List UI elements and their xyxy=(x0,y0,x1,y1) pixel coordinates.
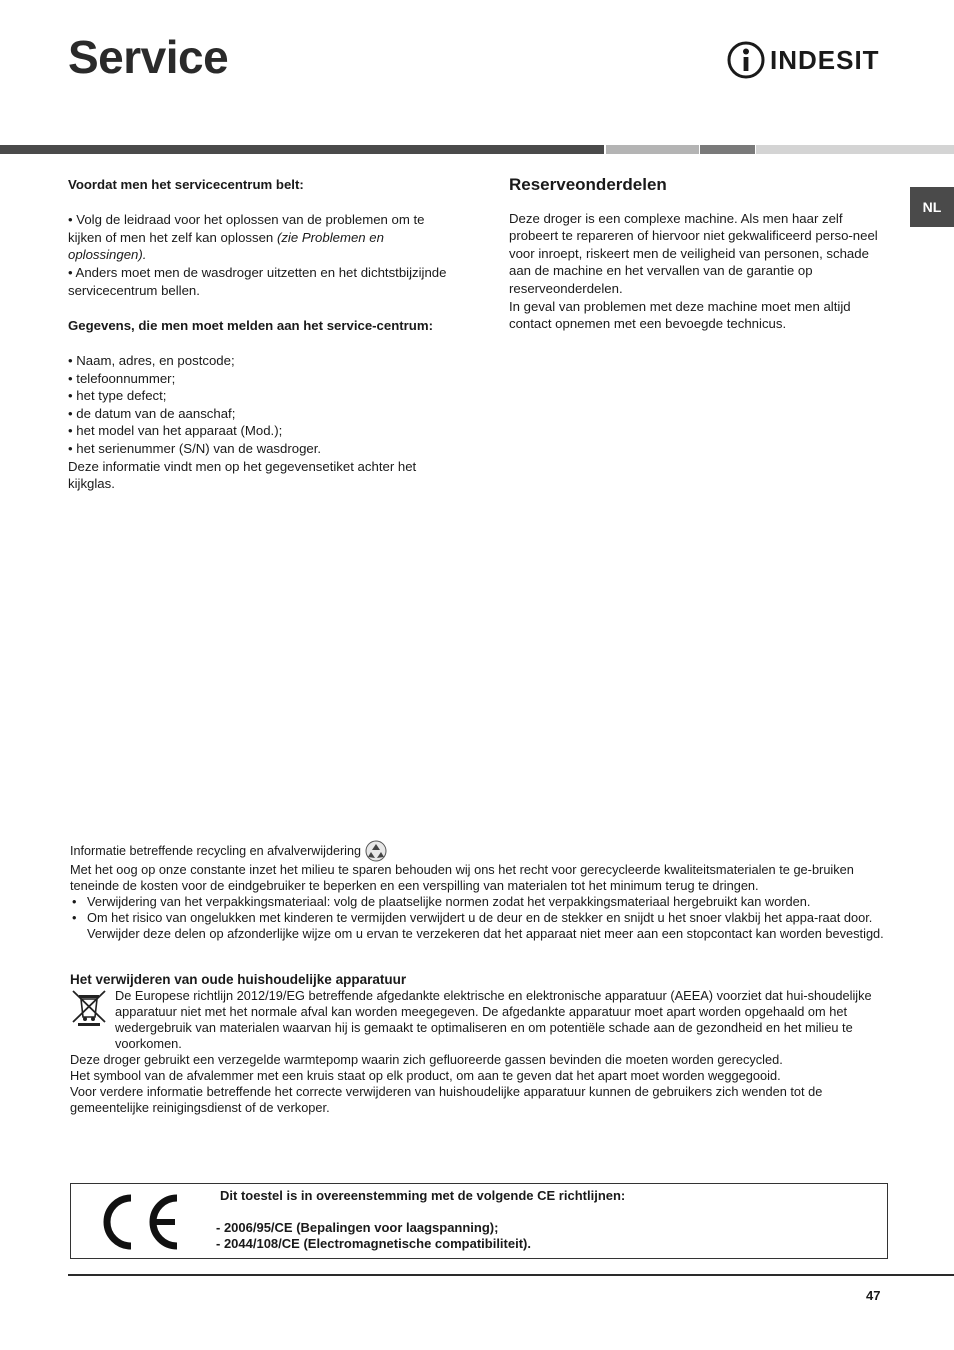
list-item: • Om het risico van ongelukken met kinderen te vermijden verwijdert u de deur en de stekker en snijdt u het snoer vlakbij het appa-raat door. Verwijder deze delen op afzonderlijke wijze om u ervan te verzekeren dat het apparaat niet meer aan een stopcontact kan worden bevestigd. xyxy=(70,910,890,942)
list-item: • het model van het apparaat (Mod.); xyxy=(68,423,283,439)
weee-heat-pump: Deze droger gebruikt een verzegelde warmtepomp waarin zich gefluoreerde gassen bevinden die moeten worden gerecycled. xyxy=(70,1052,783,1067)
spare-parts-heading: Reserveonderdelen xyxy=(509,175,667,194)
bullet-troubleshoot-text: • Volg de leidraad voor het oplossen van de problemen om te kijken of men het zelf kan oplossen xyxy=(68,212,425,245)
ce-directive: - 2006/95/CE (Bepalingen voor laagspanning); xyxy=(216,1220,499,1235)
service-left-column xyxy=(68,176,448,493)
spare-parts-contact: In geval van problemen met deze machine moet men altijd contact opnemen met een bevoegde technicus. xyxy=(509,298,851,332)
data-to-report-heading: Gegevens, die men moet melden aan het service-centrum: xyxy=(68,317,433,333)
header-bar-dark-short xyxy=(700,145,755,154)
ce-heading: Dit toestel is in overeenstemming met de volgende CE richtlijnen: xyxy=(220,1188,626,1203)
language-tab: NL xyxy=(910,187,954,227)
indesit-logo-icon xyxy=(726,40,766,80)
recycling-heading: Informatie betreffende recycling en afvalverwijdering xyxy=(70,844,361,858)
recycling-list xyxy=(70,894,890,942)
page-title: Service xyxy=(68,31,229,83)
troubleshoot-reference: (zie Problemen en oplossingen). xyxy=(68,229,384,263)
rating-plate-note: Deze informatie vindt men op het gegevensetiket achter het kijkglas. xyxy=(68,458,417,492)
header-bar-light xyxy=(756,145,954,154)
page-number: 47 xyxy=(866,1288,881,1303)
list-item: • Naam, adres, en postcode; xyxy=(68,352,235,368)
header-bar-dark xyxy=(0,145,604,154)
ce-directive: - 2044/108/CE (Electromagnetische compatibiliteit). xyxy=(216,1236,531,1251)
footer-rule xyxy=(68,1274,954,1276)
brand-logo xyxy=(726,40,880,80)
bullet-troubleshoot xyxy=(68,211,448,264)
weee-more-info: Voor verdere informatie betreffende het correcte verwijderen van huishoudelijke apparatuur kunnen de gebruikers zich wenden tot de gemeentelijke reinigingsdienst of de verkoper. xyxy=(70,1084,823,1115)
ce-compliance-box xyxy=(70,1183,888,1259)
recycling-intro: Met het oog op onze constante inzet het milieu te sparen behouden wij ons het recht voor gerecycleerde kwaliteitsmaterialen te ge-bruiken teneinde de kosten voor de eindgebruiker te beperken en een verspilling van materialen tot het minimum terug te dringen. xyxy=(70,862,854,893)
list-item: • Verwijdering van het verpakkingsmateriaal: volg de plaatselijke normen zodat het verpakkingsmateriaal hergebruikt kan worden. xyxy=(70,894,890,910)
before-calling-heading: Voordat men het servicecentrum belt: xyxy=(68,177,304,192)
bullet-call-service: • Anders moet men de wasdroger uitzetten en het dichtstbijzijnde servicecentrum bellen. xyxy=(68,264,447,298)
weee-directive: De Europese richtlijn 2012/19/EG betreffende afgedankte elektrische en elektronische apparatuur (AEEA) voorziet dat hui-shoudelijke apparatuur niet met het normale afval kan worden meegegeven. De afgedankte apparatuur moet apart worden opgehaald om het wedergebruik van materialen waarvan hij is gemaakt te optimaliseren en om potentiële schade aan de gezondheid en het milieu te voorkomen. xyxy=(115,988,872,1051)
ce-mark-icon xyxy=(101,1192,181,1252)
recycling-section xyxy=(70,840,890,942)
header-bar-mid xyxy=(606,145,699,154)
weee-symbol: Het symbool van de afvalemmer met een kruis staat op elk product, om aan te geven dat het apart moet worden weggegooid. xyxy=(70,1068,781,1083)
crossed-bin-icon xyxy=(70,988,108,1026)
weee-section xyxy=(70,971,890,1116)
list-item: • telefoonnummer; xyxy=(68,370,176,386)
spare-parts-column xyxy=(509,176,889,333)
list-item: • de datum van de aanschaf; xyxy=(68,405,236,421)
list-item: • het type defect; xyxy=(68,388,167,404)
recycle-icon xyxy=(365,840,387,862)
weee-heading: Het verwijderen van oude huishoudelijke apparatuur xyxy=(70,972,407,987)
list-item: • het serienummer (S/N) van de wasdroger. xyxy=(68,440,322,456)
brand-name: INDESIT xyxy=(770,44,880,75)
spare-parts-paragraph: Deze droger is een complexe machine. Als men haar zelf probeert te repareren of hiervoor niet gekwalificeerd perso-neel voor inroept, riskeert men de veiligheid van personen, schade aan de machine en het vervallen van de garantie op reserveonderdelen. xyxy=(509,210,878,296)
